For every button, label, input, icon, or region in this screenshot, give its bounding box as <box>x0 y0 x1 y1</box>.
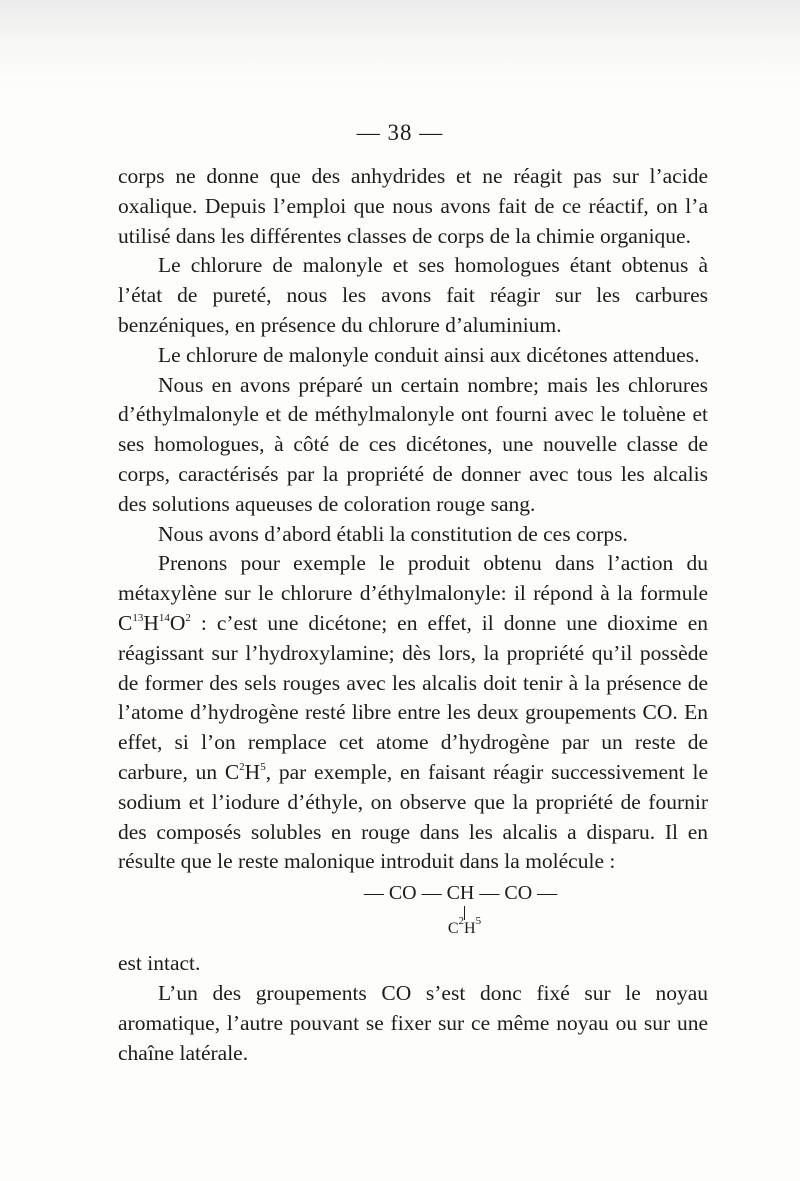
ethyl-h-symbol: H <box>244 759 261 784</box>
paragraph-6-part-2: : c’est une dicétone; en effet, il donne une dioxime en réagissant sur l’hydroxylamine; dès lors, la propriété qu’il possède de former des sels rouges avec les alcalis doit tenir à la présence de l’atome d’hydrogène resté libre entre les deux groupements CO. En effet, si l’on remplace cet atome d’hydrogène par un reste de carbure, un C <box>118 610 708 784</box>
paragraph-5: Nous avons d’abord établi la constitution de ces corps. <box>158 521 628 546</box>
hydrogen-symbol: H <box>143 610 159 635</box>
paragraph-1: corps ne donne que des anhydrides et ne réagit pas sur l’acide oxalique. Depuis l’emploi que nous avons fait de ce réactif, on l’a utilisé dans les différentes classes de corps de la chimie organique. <box>118 164 708 248</box>
paragraph-2: Le chlorure de malonyle et ses homologues étant obtenus à l’état de pureté, nous les avons fait réagir sur les carbures benzéniques, en présence du chlorure d’aluminium. <box>118 253 708 337</box>
formula-substituent <box>217 915 712 938</box>
subscript-14: 14 <box>158 611 170 624</box>
formula-bond-line <box>464 906 465 920</box>
paragraph-3: Le chlorure de malonyle conduit ainsi aux dicétones attendues. <box>158 342 700 367</box>
ethyl-sub-5: 5 <box>260 760 266 773</box>
oxygen-symbol: O <box>169 610 186 635</box>
page-number: — 38 — <box>356 120 444 145</box>
paragraph-6-part-1: Prenons pour exemple le produit obtenu dans l’action du métaxylène sur le chlorure d’éthylmalonyle: il répond à la formule C <box>118 551 708 635</box>
paragraph-6 <box>118 549 708 877</box>
subscript-2: 2 <box>185 611 191 624</box>
formula-chain: — CO — CH — CO — <box>363 882 558 905</box>
ethyl-sub-2: 2 <box>239 760 245 773</box>
body-text <box>118 162 708 1068</box>
substituent-sub-5: 5 <box>475 915 482 928</box>
paragraph-6-part-3: , par exemple, en faisant réagir successivement le sodium et l’iodure d’éthyle, on observe que la propriété de fournir des composés solubles en rouge dans les alcalis a disparu. Il en résulte que le reste malonique introduit dans la molécule : <box>118 759 708 874</box>
substituent-c: C <box>447 920 459 938</box>
paragraph-7: est intact. <box>118 951 201 976</box>
paragraph-8: L’un des groupements CO s’est donc fixé sur le noyau aromatique, l’autre pouvant se fixer sur ce même noyau ou sur une chaîne latérale. <box>118 980 708 1065</box>
subscript-13: 13 <box>132 611 144 624</box>
structural-formula <box>118 877 708 949</box>
substituent-sub-2: 2 <box>458 915 465 928</box>
substituent-h: H <box>464 920 476 938</box>
paragraph-4: Nous en avons préparé un certain nombre; mais les chlorures d’éthylmalonyle et de méthylmalonyle ont fourni avec le toluène et ses homologues, à côté de ces dicétones, une nouvelle classe de corps, caractérisés par la propriété de donner avec tous les alcalis des solutions aqueuses de coloration rouge sang. <box>118 372 708 516</box>
